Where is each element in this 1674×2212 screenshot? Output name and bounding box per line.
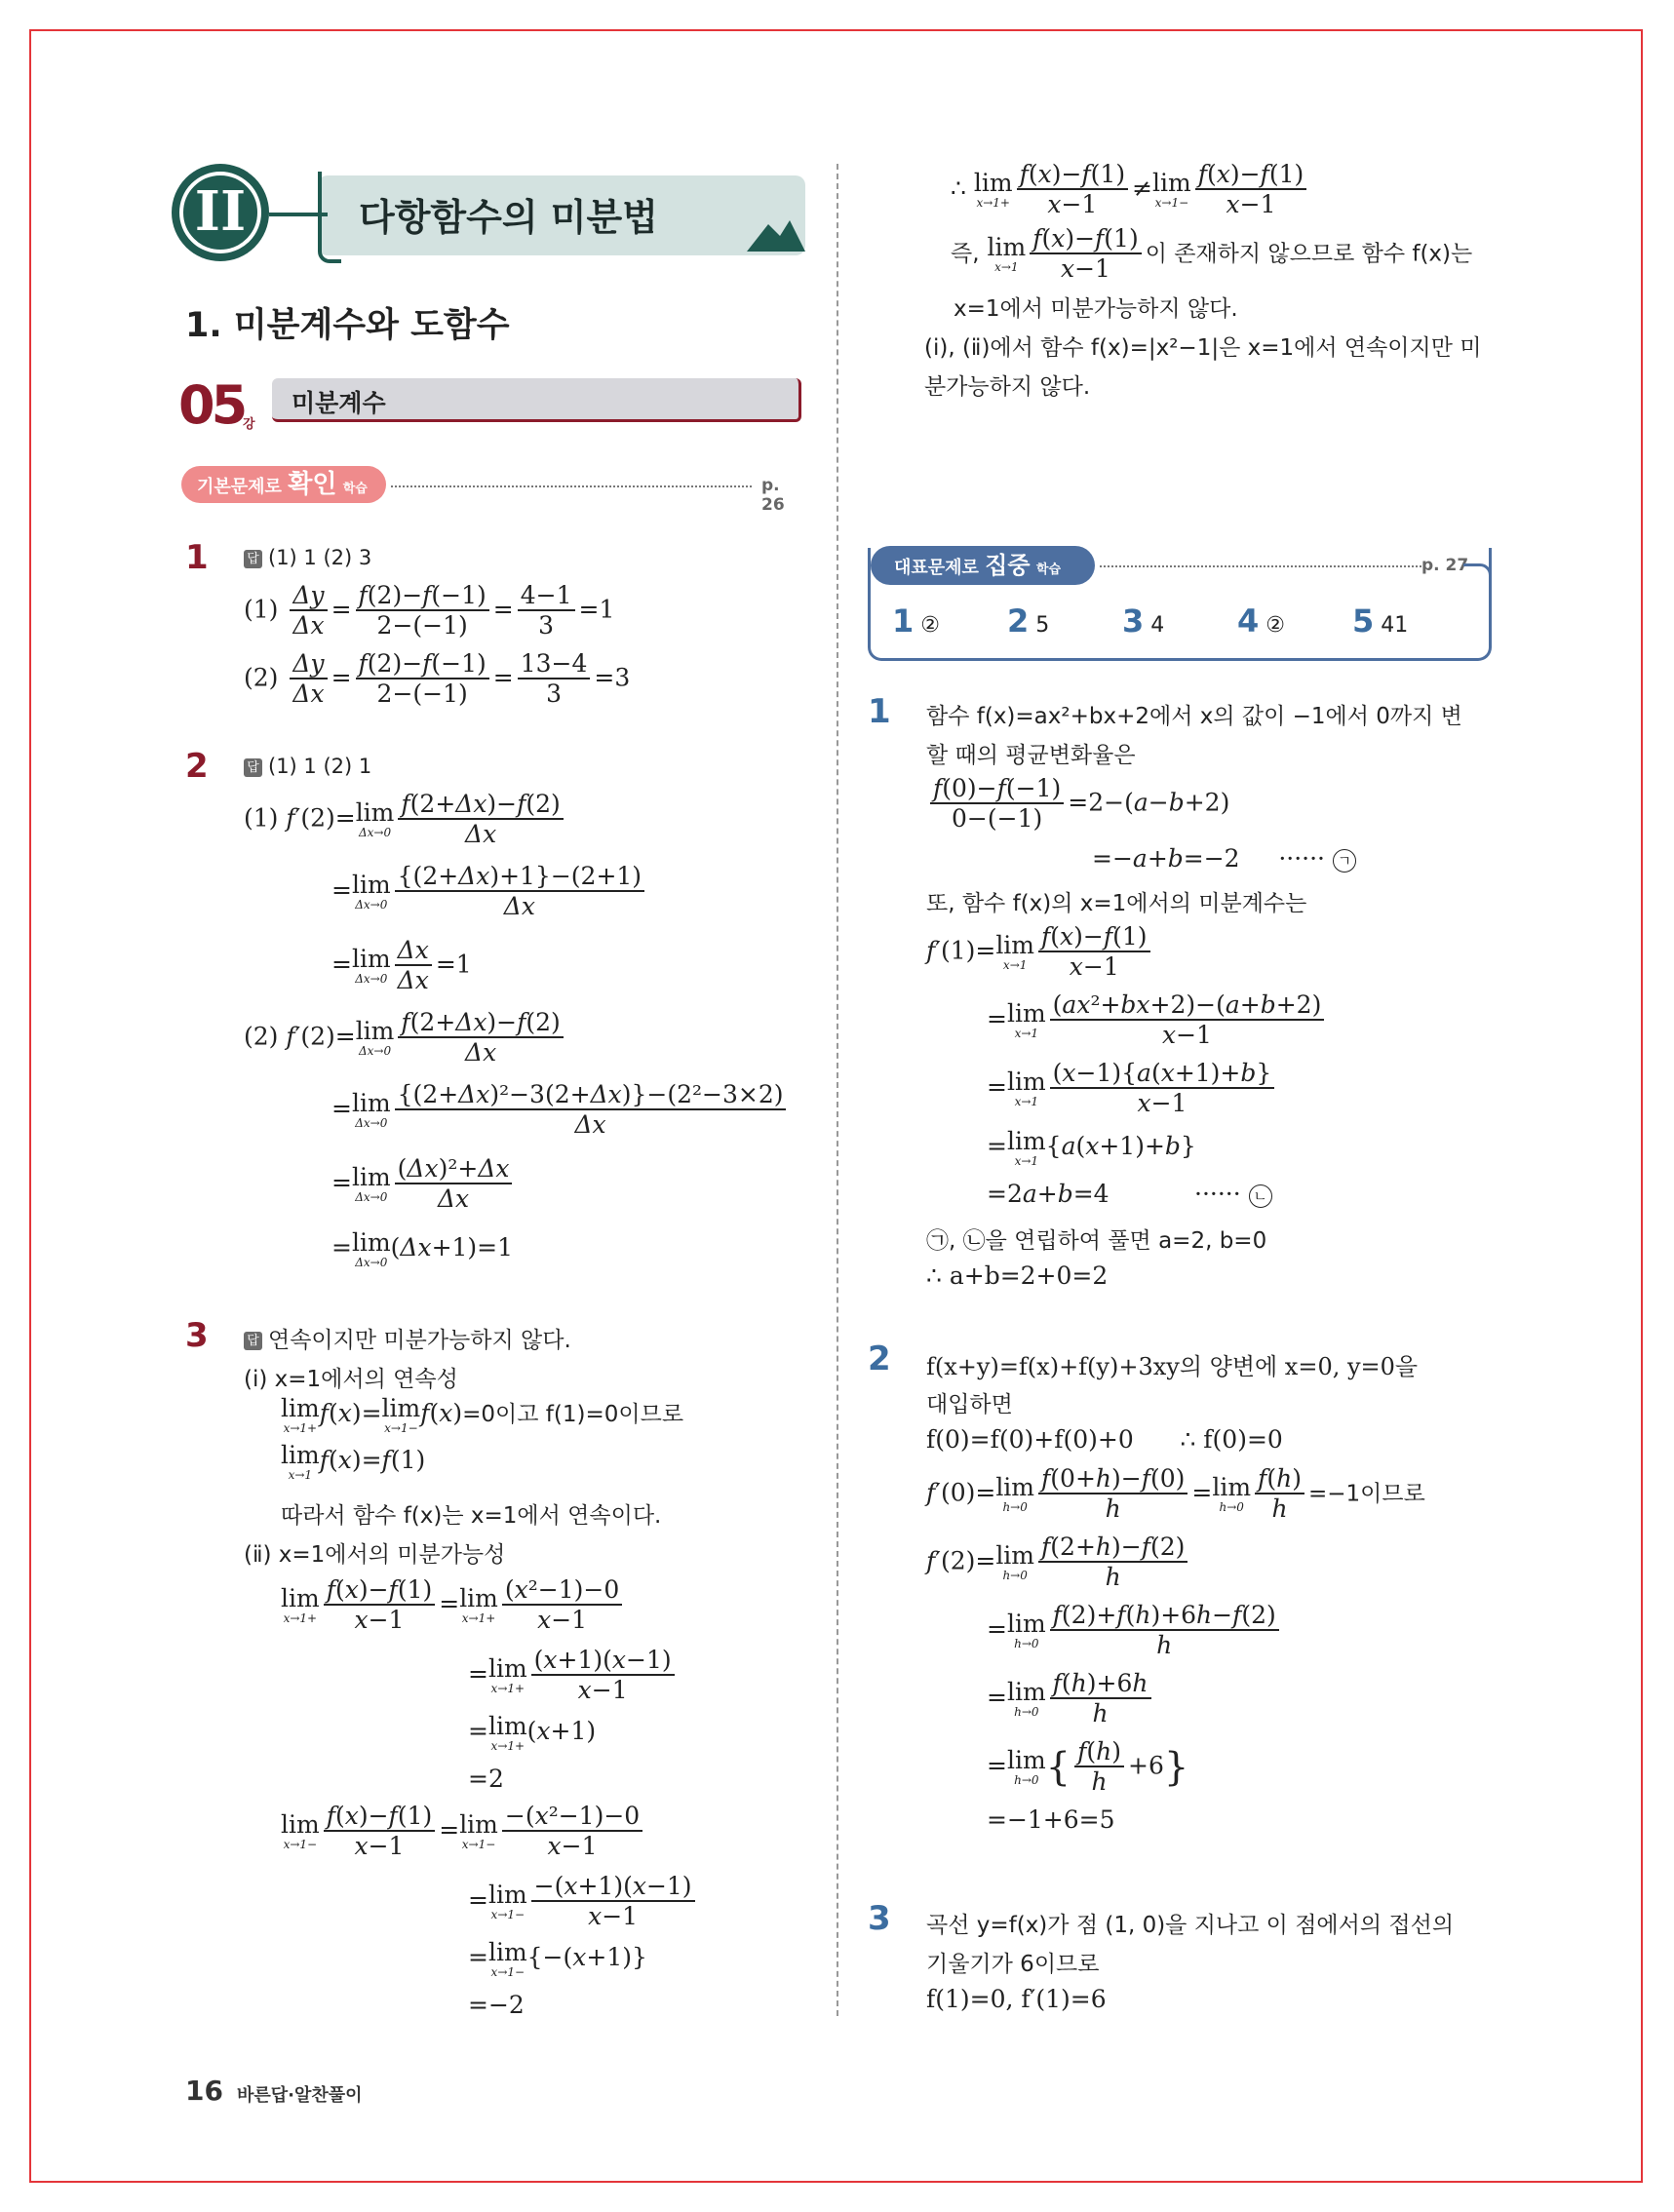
basic-banner <box>181 466 807 515</box>
right-p2-text-2: 대입하면 <box>926 1392 1013 1417</box>
right-q3-concl-1: (ⅰ), (ⅱ)에서 함수 f(x)=|x²−1|은 x=1에서 연속이지만 미 <box>924 335 1482 361</box>
right-q3-eq1: ∴ lim x→1+ $\frac{f(x)-f(1)}{x-1}$ ≠lim x→1− $\frac{f(x)-f(1)}{x-1}$ <box>951 162 1310 218</box>
right-p1-eq4: =lim x→1 $\frac{\text{(ax²+bx+2)−(a+b+2)}}{x-1}$ <box>987 992 1328 1049</box>
focus-banner-dots <box>1100 565 1421 567</box>
left-q2-answer <box>244 755 371 778</box>
left-q1-eq1: (1) $\frac{\Delta y}{\Delta x}$ = $\frac{f(2)-f(-1)}{2-(-1)}$ = $\frac{4-1}{3}$ =1 <box>244 581 615 640</box>
right-p2-tail: =−1이므로 <box>1307 1481 1425 1507</box>
focus-banner-pill <box>871 546 1095 585</box>
left-q3-diff-eq4: =2 <box>468 1765 504 1793</box>
basic-banner-label-a: 기본문제로 <box>197 477 282 497</box>
left-q2-eq3: =lim Δx→0 $\frac{\Delta x}{\Delta x}$ =1 <box>331 936 472 995</box>
focus-answer-item: 1 ② <box>892 602 940 640</box>
right-p1-text-2: 할 때의 평균변화율은 <box>926 743 1136 768</box>
left-q3-cont-eq: lim x→1+ f(x)=lim x→1− f(x)=0이고 f(1)=0이므로 <box>281 1394 684 1435</box>
left-q2-eq4: (2) f′(2)=lim Δx→0 $\frac{f(2+\Delta x)-f(2)}{\Delta x}$ <box>244 1010 567 1067</box>
basic-banner-page: p. 26 <box>761 476 785 515</box>
left-q1-number: 1 <box>185 538 209 577</box>
right-p1-eq1: $\frac{f(0)-f(-1)}{0-(-1)}$ =2−(a−b+2) <box>926 776 1229 833</box>
left-q3-therefore: 따라서 함수 f(x)는 x=1에서 연속이다. <box>281 1503 662 1529</box>
right-p1-solve: ㉠, ㉡을 연립하여 풀면 a=2, b=0 <box>926 1228 1267 1254</box>
left-q3-cont-eq2: lim x→1 f(x)=f(1) <box>281 1441 426 1482</box>
left-q3-cont-text: =0이고 f(1)=0이므로 <box>462 1402 684 1427</box>
left-q1-answer <box>244 546 371 569</box>
lesson-suffix: 강 <box>243 417 255 432</box>
left-q1-eq2: (2) $\frac{\Delta y}{\Delta x}$ = $\frac{f(2)-f(-1)}{2-(-1)}$ = $\frac{13-4}{3}$ =3 <box>244 649 631 709</box>
left-q2-eq7: =lim Δx→0 (Δx+1)=1 <box>331 1228 514 1269</box>
mountain-icon <box>747 213 805 252</box>
footer-label: 바른답·알찬풀이 <box>237 2085 363 2106</box>
right-p1-eq2: =−a+b=−2 ······ ㄱ <box>1092 844 1356 873</box>
chapter-title: 다항함수의 미분법 <box>359 196 658 239</box>
right-p2-eq1-text: f(0)=f(0)+f(0)+0 <box>926 1425 1134 1454</box>
left-q3-i-title: (ⅰ) x=1에서의 연속성 <box>244 1367 458 1392</box>
left-q2-number: 2 <box>185 747 209 786</box>
left-q3-answer-text: 연속이지만 미분가능하지 않다. <box>268 1328 571 1353</box>
right-p2-number: 2 <box>868 1339 891 1378</box>
right-p2-eq1b-text: ∴ f(0)=0 <box>1180 1425 1283 1454</box>
left-q3-diff-eq3: =lim x→1+ (x+1) <box>468 1712 597 1753</box>
focus-answer-item: 4 ② <box>1237 602 1285 640</box>
circle-2-icon: ㄴ <box>1249 1184 1272 1208</box>
right-p1-text-3: 또, 함수 f(x)의 x=1에서의 미분계수는 <box>926 891 1307 916</box>
chapter-band-bracket <box>318 172 341 263</box>
right-p2-eq3: f′(2)=lim h→0 $\frac{f(2+h)-f(2)}{h}$ <box>926 1534 1191 1591</box>
right-q3-not-diff: x=1에서 미분가능하지 않다. <box>954 296 1238 322</box>
focus-banner <box>868 548 1492 661</box>
chapter-header <box>172 164 810 271</box>
right-p3-text-3: f(1)=0, f′(1)=6 <box>926 1985 1107 2013</box>
right-p2-final: =−1+6=5 <box>987 1805 1115 1834</box>
focus-banner-page: p. 27 <box>1421 556 1469 575</box>
footer-page-number: 16 <box>185 2075 223 2107</box>
left-q3-diff-eq8: =−2 <box>468 1991 525 2019</box>
right-q3-nolimit: 이 존재하지 않으므로 함수 f(x)는 <box>1145 241 1473 267</box>
right-p2-eq5: =lim h→0 $\frac{f(h)+6h}{h}$ <box>987 1671 1155 1727</box>
focus-banner-label-b: 집중 <box>985 552 1031 579</box>
left-q2-eq2: =lim Δx→0 $\frac{\{(2+\Delta x)+1\}-(2+1)}{\Delta x}$ <box>331 864 648 920</box>
circle-1-icon: ㄱ <box>1333 849 1356 873</box>
right-p1-eq3: f′(1)=lim x→1 $\frac{f(x)-f(1)}{x-1}$ <box>926 924 1154 981</box>
right-p3-text-1: 곡선 y=f(x)가 점 (1, 0)을 지나고 이 점에서의 접선의 <box>926 1913 1455 1938</box>
focus-banner-topright <box>1463 563 1492 586</box>
right-p1-eq7: =2a+b=4 ······ ㄴ <box>987 1180 1272 1208</box>
right-p1-result: ∴ a+b=2+0=2 <box>926 1261 1109 1290</box>
lesson-number: 05 <box>178 374 245 436</box>
left-q3-diff-eq1: lim x→1+ $\frac{f(x)-f(1)}{x-1}$ =lim x→1+ $\frac{\text{(x²−1)−0}}{x-1}$ <box>281 1577 626 1634</box>
left-q2-eq6: =lim Δx→0 $\frac{\text{(Δx)²+Δx}}{\Delta x}$ <box>331 1156 516 1213</box>
left-q3-diff-eq5: lim x→1− $\frac{f(x)-f(1)}{x-1}$ =lim x→1− $\frac{\text{−(x²−1)−0}}{x-1}$ <box>281 1804 646 1860</box>
right-q3-eq2: 즉, lim x→1 $\frac{f(x)-f(1)}{x-1}$ 이 존재하지 않으므로 함수 f(x)는 <box>951 224 1473 284</box>
left-q3-diff-eq2: =lim x→1+ $\frac{(x+1)(x-1)}{x-1}$ <box>468 1648 679 1704</box>
basic-banner-dots <box>391 485 752 487</box>
left-q2-answer-text: (1) 1 (2) 1 <box>268 755 372 778</box>
lesson-title: 미분계수 <box>292 389 386 417</box>
right-p2-text-1: f(x+y)=f(x)+f(y)+3xy의 양변에 x=0, y=0을 <box>926 1353 1419 1380</box>
right-q3-prefix: 즉, <box>951 241 980 267</box>
focus-answer-item: 5 41 <box>1352 602 1409 640</box>
left-q2-eq5: =lim Δx→0 $\frac{\text{\{(2+Δx)²−3(2+Δx)\}−(2²−3×2)}}{\Delta x}$ <box>331 1082 790 1139</box>
focus-answer-item: 3 4 <box>1122 602 1165 640</box>
column-divider <box>837 164 838 2016</box>
focus-banner-label-c: 학습 <box>1035 563 1062 577</box>
basic-banner-pill <box>181 466 386 503</box>
section-title: 1. 미분계수와 도함수 <box>185 306 510 345</box>
focus-answer-item: 2 5 <box>1007 602 1050 640</box>
left-q3-diff-eq7: =lim x→1− {−(x+1)} <box>468 1938 647 1979</box>
right-q3-concl-2: 분가능하지 않다. <box>924 374 1091 400</box>
focus-banner-label-a: 대표문제로 <box>894 558 979 578</box>
left-q3-diff-eq6: =lim x→1− $\frac{-(x+1)(x-1)}{x-1}$ <box>468 1874 699 1930</box>
left-q3-number: 3 <box>185 1316 209 1355</box>
right-p2-eq4: =lim h→0 $\frac{f(2)+f(h)+6h-f(2)}{h}$ <box>987 1603 1283 1659</box>
right-p2-eq1 <box>926 1425 1283 1454</box>
left-q1-answer-text: (1) 1 (2) 3 <box>268 546 372 569</box>
right-p3-number: 3 <box>868 1899 891 1938</box>
right-p3-text-2: 기울기가 6이므로 <box>926 1952 1100 1977</box>
right-p1-text-1: 함수 f(x)=ax²+bx+2에서 x의 값이 −1에서 0까지 변 <box>926 704 1462 729</box>
left-q2-eq1: (1) f′(2)=lim Δx→0 $\frac{f(2+\Delta x)-f(2)}{\Delta x}$ <box>244 792 567 848</box>
basic-banner-label-c: 학습 <box>342 482 368 496</box>
answer-icon: 답 <box>244 550 262 568</box>
left-q3-answer <box>244 1322 571 1354</box>
left-q3-ii-title: (ⅱ) x=1에서의 미분가능성 <box>244 1542 506 1568</box>
answer-icon: 답 <box>244 758 262 777</box>
answer-icon: 답 <box>244 1332 262 1350</box>
basic-banner-label-b: 확인 <box>288 470 337 499</box>
right-p2-eq6: =lim h→0 { $\frac{f(h)}{h}$ +6} <box>987 1737 1189 1797</box>
chapter-numeral-circle <box>172 164 269 261</box>
right-p1-number: 1 <box>868 692 891 731</box>
lesson-bar <box>178 374 807 437</box>
right-p1-eq5: =lim x→1 $\frac{(x-1)\{a(x+1)+b\}}{x-1}$ <box>987 1061 1278 1117</box>
right-p2-eq2: f′(0)=lim h→0 $\frac{f(0+h)-f(0)}{h}$ =lim h→0 $\frac{f(h)}{h}$ =−1이므로 <box>926 1464 1425 1524</box>
right-p1-eq6: =lim x→1 {a(x+1)+b} <box>987 1127 1196 1168</box>
chapter-numeral: II <box>194 179 247 244</box>
